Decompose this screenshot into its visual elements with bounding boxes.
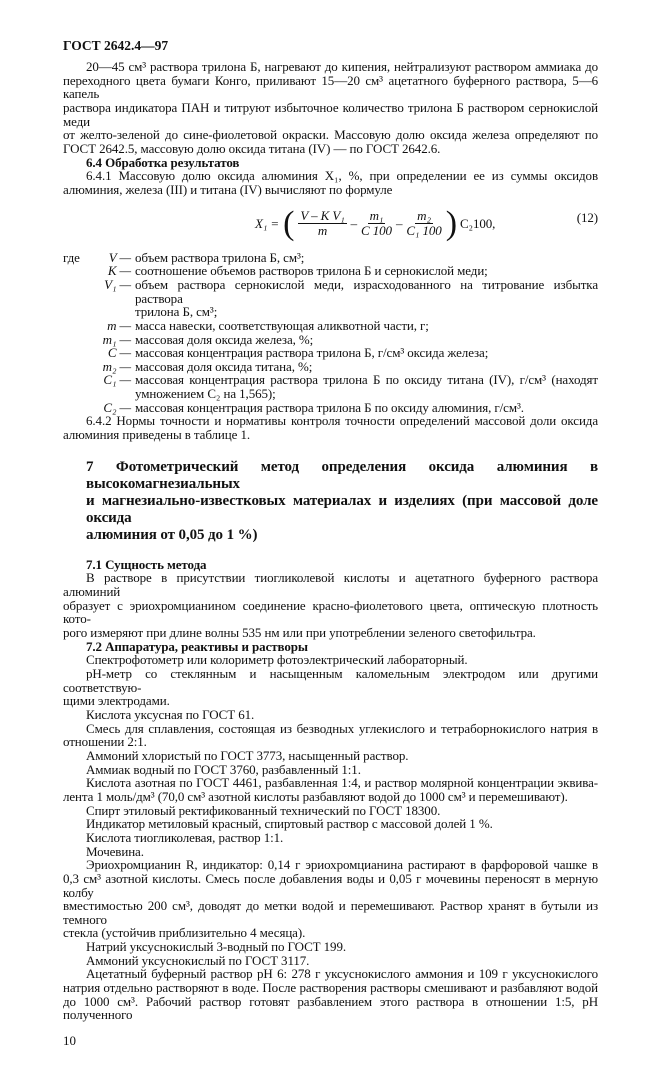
paragraph bbox=[63, 749, 598, 763]
definition-symbol bbox=[79, 387, 135, 401]
definition-symbol: m — bbox=[107, 317, 131, 333]
paragraph bbox=[63, 763, 598, 777]
definition-item bbox=[63, 319, 598, 333]
numerator: m₁ bbox=[369, 208, 384, 224]
text-line: Кислота азотная по ГОСТ 4461, разбавленная 1:4, и раствор молярной концентрации эквива- bbox=[86, 775, 598, 791]
right-paren: ) bbox=[445, 204, 457, 242]
text-line: алюминия приведены в таблице 1. bbox=[63, 427, 250, 443]
text-line: отношении 2:1. bbox=[63, 734, 147, 750]
text-line: Натрий уксуснокислый 3-водный по ГОСТ 199. bbox=[86, 939, 346, 955]
paragraph bbox=[63, 817, 598, 831]
definition-item bbox=[63, 346, 598, 360]
heading-6-4: 6.4 Обработка результатов bbox=[86, 154, 240, 170]
text-line: до 1000 см³. Рабочий раствор готовят разбавлением этого раствора в отношении 1:5, pH полученного bbox=[63, 993, 598, 1023]
paragraph bbox=[63, 804, 598, 818]
paragraph bbox=[63, 722, 598, 749]
definition-text: объем раствора сернокислой меди, израсходованного на титрование избытка раствора bbox=[135, 276, 598, 306]
definitions-list bbox=[63, 251, 598, 415]
text-line: и магнезиально-известковых материалах и изделиях (при массовой доле оксида bbox=[86, 492, 598, 526]
page-number: 10 bbox=[63, 1033, 76, 1049]
paragraph-6-4-1 bbox=[63, 169, 598, 196]
text-line: лента 1 моль/дм³ (70,0 см³ азотной кислоты разбавляют водой до 1000 см³ и перемешивают). bbox=[63, 788, 568, 804]
fraction-2 bbox=[361, 209, 392, 238]
numerator: V – K V₁ bbox=[300, 208, 345, 224]
numerator: m₂ bbox=[417, 208, 431, 224]
definition-text: умножением C₂ на 1,565); bbox=[135, 386, 276, 402]
text-line: 7 Фотометрический метод определения оксида алюминия в высокомагнезиальных bbox=[86, 458, 598, 492]
paragraph bbox=[63, 967, 598, 1022]
left-paren: ( bbox=[283, 204, 295, 242]
heading-7-2: 7.2 Аппаратура, реактивы и растворы bbox=[86, 638, 308, 654]
text-line: раствора индикатора ПАН и титруют избыточное количество трилона Б раствором сернокислой меди bbox=[63, 99, 598, 129]
minus-sign: – bbox=[350, 215, 358, 231]
definition-text: массовая концентрация раствора трилона Б, г/см³ оксида железа; bbox=[135, 345, 489, 361]
definition-lead bbox=[63, 373, 79, 387]
text-line: алюминия от 0,05 до 1 %) bbox=[86, 526, 258, 543]
document-header: ГОСТ 2642.4—97 bbox=[63, 38, 169, 53]
text-line: Кислота уксусная по ГОСТ 61. bbox=[86, 706, 255, 722]
page-body bbox=[63, 60, 598, 1022]
definition-lead bbox=[63, 360, 79, 374]
definition-item bbox=[63, 251, 598, 265]
text-line: 6.4.2 Нормы точности и нормативы контроля точности определений массовой доли оксида bbox=[86, 413, 598, 429]
definition-text: массовая концентрация раствора трилона Б по оксиду титана (IV), г/см³ (находят bbox=[135, 372, 598, 388]
definition-lead bbox=[63, 346, 79, 360]
definition-lead bbox=[63, 401, 79, 415]
formula-number: (12) bbox=[576, 209, 598, 225]
denominator: m bbox=[317, 223, 328, 239]
paragraph bbox=[63, 667, 598, 708]
definition-lead bbox=[63, 264, 79, 278]
section-7-heading bbox=[86, 459, 598, 544]
definition-symbol: m₂ — bbox=[102, 358, 131, 374]
definition-symbol: K — bbox=[107, 263, 131, 279]
definition-text: массовая концентрация раствора трилона Б по оксиду алюминия, г/см³. bbox=[135, 399, 524, 415]
definition-item bbox=[63, 387, 598, 401]
text-line: 20—45 см³ раствора трилона Б, нагревают до кипения, нейтрализуют раствором аммиака до bbox=[86, 59, 598, 74]
formula-lhs: X₁ = bbox=[255, 215, 280, 231]
text-line: от желто-зеленой до сине-фиолетовой окраски. Массовую долю оксида железа определяют по bbox=[63, 127, 598, 143]
paragraph bbox=[63, 831, 598, 845]
definition-text: соотношение объемов растворов трилона Б и сернокислой меди; bbox=[135, 263, 488, 279]
text-line: Спектрофотометр или колориметр фотоэлектрический лабораторный. bbox=[86, 652, 468, 668]
paragraph bbox=[63, 858, 598, 940]
paragraph bbox=[63, 708, 598, 722]
definition-symbol: C₁ — bbox=[103, 372, 131, 388]
definition-text: массовая доля оксида титана, %; bbox=[135, 358, 313, 374]
text-line: Спирт этиловый ректификованный технический по ГОСТ 18300. bbox=[86, 802, 441, 818]
fraction-3 bbox=[406, 209, 441, 238]
text-line: образует с эриохромцианином соединение красно-фиолетового цвета, оптическую плотность кото- bbox=[63, 597, 598, 627]
definition-item bbox=[63, 264, 598, 278]
definition-text: массовая доля оксида железа, %; bbox=[135, 331, 314, 347]
definition-symbol: V — bbox=[108, 249, 131, 265]
text-line: стекла (устойчив приблизительно 4 месяца). bbox=[63, 925, 306, 941]
text-line: Смесь для сплавления, состоящая из безводных углекислого и тетраборнокислого натрия в bbox=[86, 720, 598, 736]
definition-item bbox=[63, 360, 598, 374]
paragraph-7-1 bbox=[63, 571, 598, 639]
definition-text: масса навески, соответствующая аликвотной части, г; bbox=[135, 317, 429, 333]
formula-12 bbox=[63, 197, 598, 251]
text-line: ГОСТ 2642.5, массовую долю оксида титана (IV) — по ГОСТ 2642.6. bbox=[63, 140, 441, 156]
definition-lead bbox=[63, 278, 79, 305]
definition-symbol: C — bbox=[107, 345, 131, 361]
text-line: Эриохромцианин R, индикатор: 0,14 г эриохромцианина растирают в фарфоровой чашке в bbox=[86, 857, 598, 873]
text-line: Кислота тиогликолевая, раствор 1:1. bbox=[86, 829, 284, 845]
minus-sign: – bbox=[395, 215, 403, 231]
text-line: 0,3 см³ азотной кислоты. Смесь после добавления воды и 0,05 г мочевины переносят в мерную колбу bbox=[63, 870, 598, 900]
heading-7-1: 7.1 Сущность метода bbox=[86, 556, 207, 572]
section-7-2-paragraphs bbox=[63, 653, 598, 1022]
paragraph bbox=[63, 653, 598, 667]
definition-item bbox=[63, 373, 598, 387]
fraction-1 bbox=[298, 209, 346, 238]
definition-item bbox=[63, 333, 598, 347]
text-line: Аммоний хлористый по ГОСТ 3773, насыщенный раствор. bbox=[86, 747, 409, 763]
text-line: Мочевина. bbox=[86, 843, 144, 859]
text-line: рого измеряют при длине волны 535 нм или при употреблении зеленого светофильтра. bbox=[63, 625, 536, 641]
paragraph bbox=[63, 845, 598, 859]
definition-symbol bbox=[79, 305, 135, 319]
definition-symbol: V₁ — bbox=[104, 276, 131, 292]
paragraph bbox=[63, 940, 598, 954]
definition-lead bbox=[63, 305, 79, 319]
text-line: В растворе в присутствии тиогликолевой кислоты и ацетатного буферного раствора алюминий bbox=[63, 570, 598, 600]
text-line: pH-метр со стеклянным и насыщенным каломельным электродом или другими соответствую- bbox=[63, 666, 598, 695]
text-line: алюминия, железа (III) и титана (IV) вычисляют по формуле bbox=[63, 181, 393, 197]
text-line: переходного цвета бумаги Конго, приливают 15—20 см³ ацетатного буферного раствора, 5—6 капель bbox=[63, 72, 598, 102]
text-line: вместимостью 200 см³, доводят до метки водой и перемешивают. Раствор хранят в бутыли из темного bbox=[63, 898, 598, 927]
paragraph-6-4-2 bbox=[63, 414, 598, 441]
text-line: 6.4.1 Массовую долю оксида алюминия X₁, %, при определении ее из суммы оксидов bbox=[86, 168, 598, 184]
definition-item bbox=[63, 305, 598, 319]
definition-text: объем раствора трилона Б, см³; bbox=[135, 249, 305, 265]
formula-tail: C₂100, bbox=[459, 215, 496, 231]
text-line: Аммиак водный по ГОСТ 3760, разбавленный 1:1. bbox=[86, 761, 361, 777]
definition-item bbox=[63, 401, 598, 415]
text-line: Ацетатный буферный раствор pH 6: 278 г уксуснокислого аммония и 109 г уксуснокислого bbox=[86, 966, 598, 982]
paragraph-intro bbox=[63, 60, 598, 156]
definition-lead bbox=[63, 333, 79, 347]
definition-lead bbox=[63, 387, 79, 401]
text-line: Аммоний уксуснокислый по ГОСТ 3117. bbox=[86, 952, 310, 968]
definition-text: трилона Б, см³; bbox=[135, 304, 218, 320]
definition-lead: где bbox=[63, 249, 80, 265]
paragraph bbox=[63, 954, 598, 968]
definition-item bbox=[63, 278, 598, 305]
text-line: Индикатор метиловый красный, спиртовый раствор с массовой долей 1 %. bbox=[86, 816, 493, 832]
definition-lead bbox=[63, 319, 79, 333]
denominator: C 100 bbox=[361, 223, 392, 239]
text-line: щими электродами. bbox=[63, 693, 170, 709]
text-line: натрия отдельно растворяют в воде. После растворения растворы смешивают и разбавляют водой bbox=[63, 980, 598, 996]
denominator: C₁ 100 bbox=[406, 223, 442, 239]
paragraph bbox=[63, 776, 598, 803]
definition-symbol: m₁ — bbox=[102, 331, 131, 347]
definition-symbol: C₂ — bbox=[103, 399, 131, 415]
